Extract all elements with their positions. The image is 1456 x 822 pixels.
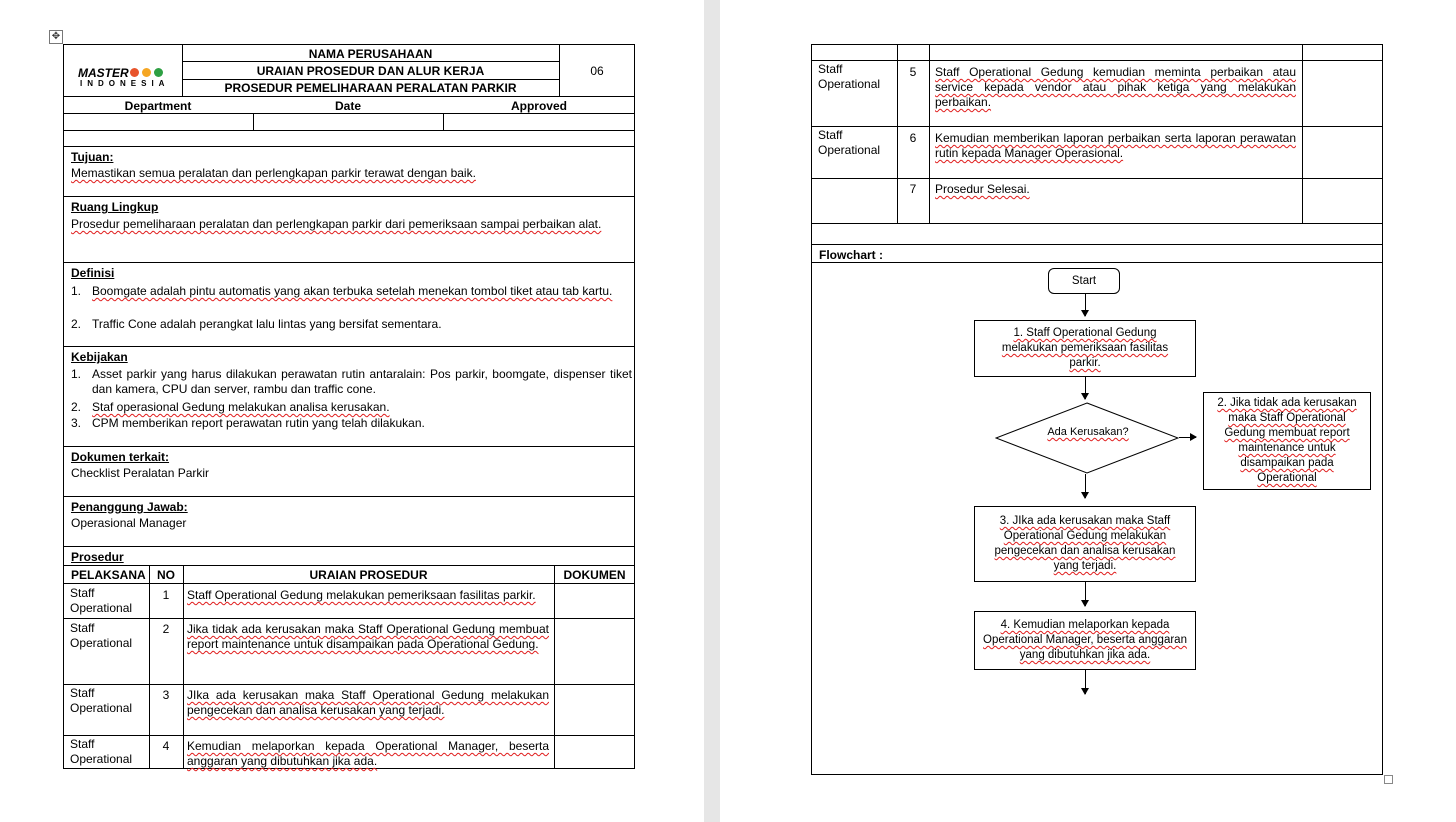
kebijakan-heading: Kebijakan bbox=[71, 350, 128, 364]
table-row-uraian: Staff Operational Gedung kemudian meminta perbaikan atau service kepada vendor atau pihak ketiga yang melakukan perbaikan. bbox=[935, 65, 1296, 109]
table-row-no: 2 bbox=[162, 622, 170, 636]
logo-dot-icon bbox=[142, 68, 151, 77]
flow-arrow-icon bbox=[1085, 294, 1086, 316]
table-row-no: 6 bbox=[909, 131, 917, 145]
column-header: PELAKSANA bbox=[71, 568, 146, 582]
table-row-pelaksana: Staff Operational bbox=[70, 737, 133, 766]
kebijakan-item: Asset parkir yang harus dilakukan perawatan rutin antaralain: Pos parkir, boomgate, dispenser tiket dan kamera, CPU dan server, rambu dan traffic cone. bbox=[92, 367, 632, 396]
table-row-no: 4 bbox=[162, 739, 170, 753]
logo-subtitle: INDONESIA bbox=[80, 79, 170, 88]
table-row-uraian: Kemudian melaporkan kepada Operational Manager, beserta anggaran yang dibutuhkan jika ada. bbox=[187, 739, 549, 768]
flowchart-step-2: 2. Jika tidak ada kerusakan maka Staff Operational Gedung membuat report maintenance untuk disampaikan pada Operational bbox=[1203, 392, 1371, 490]
table-row-pelaksana: Staff Operational bbox=[818, 128, 881, 157]
ruang-lingkup-heading: Ruang Lingkup bbox=[71, 200, 159, 214]
company-name: NAMA PERUSAHAAN bbox=[308, 47, 433, 61]
table-row-uraian: JIka ada kerusakan maka Staff Operational Gedung melakukan pengecekan dan analisa kerusakan yang terjadi. bbox=[187, 688, 549, 717]
prosedur-heading: Prosedur bbox=[71, 550, 124, 564]
kebijakan-item: CPM memberikan report perawatan rutin yang telah dilakukan. bbox=[92, 416, 425, 430]
tujuan-heading: Tujuan: bbox=[71, 150, 114, 164]
document-title: URAIAN PROSEDUR DAN ALUR KERJA bbox=[256, 64, 485, 78]
table-row-no: 7 bbox=[909, 182, 917, 196]
department-header: Department bbox=[124, 99, 192, 113]
table-row-uraian: Jika tidak ada kerusakan maka Staff Operational Gedung membuat report maintenance untuk disampaikan pada Operational Gedung. bbox=[187, 622, 549, 651]
flowchart-heading: Flowchart : bbox=[819, 248, 884, 262]
kebijakan-item: Staf operasional Gedung melakukan analisa kerusakan. bbox=[92, 400, 390, 414]
flow-arrow-icon bbox=[1085, 670, 1086, 694]
logo-dot-icon bbox=[130, 68, 139, 77]
document-number: 06 bbox=[590, 64, 604, 78]
table-row-uraian: Kemudian memberikan laporan perbaikan serta laporan perawatan rutin kepada Manager Operasional. bbox=[935, 131, 1296, 160]
table-row-pelaksana: Staff Operational bbox=[818, 62, 881, 91]
column-header: DOKUMEN bbox=[563, 568, 626, 582]
tujuan-text: Memastikan semua peralatan dan perlengkapan parkir terawat dengan baik. bbox=[71, 166, 476, 180]
ruang-lingkup-text: Prosedur pemeliharaan peralatan dan perlengkapan parkir dari pemeriksaan sampai perbaikan alat. bbox=[71, 217, 602, 231]
table-row-pelaksana: Staff Operational bbox=[70, 586, 133, 615]
table-row-uraian: Staff Operational Gedung melakukan pemeriksaan fasilitas parkir. bbox=[187, 588, 536, 602]
flow-arrow-icon bbox=[1085, 474, 1086, 498]
flow-arrow-icon bbox=[1085, 377, 1086, 399]
definisi-item: Traffic Cone adalah perangkat lalu lintas yang bersifat sementara. bbox=[92, 317, 442, 331]
approved-header: Approved bbox=[510, 99, 567, 113]
column-header: NO bbox=[157, 568, 175, 582]
flowchart-step-3: 3. JIka ada kerusakan maka Staff Operational Gedung melakukan pengecekan dan analisa kerusakan yang terjadi. bbox=[974, 506, 1196, 582]
flowchart-start: Start bbox=[1048, 268, 1120, 294]
logo: MASTER bbox=[78, 66, 129, 80]
page-gutter bbox=[704, 0, 720, 822]
flow-arrow-icon bbox=[1179, 437, 1196, 438]
dokumen-terkait-text: Checklist Peralatan Parkir bbox=[71, 466, 210, 480]
table-row-pelaksana: Staff Operational bbox=[70, 686, 133, 715]
penanggung-jawab-text: Operasional Manager bbox=[71, 516, 187, 530]
table-row-no: 3 bbox=[162, 688, 170, 702]
logo-dot-icon bbox=[154, 68, 163, 77]
flowchart-step-4: 4. Kemudian melaporkan kepada Operational Manager, beserta anggaran yang dibutuhkan jika ada. bbox=[974, 611, 1196, 670]
dokumen-terkait-heading: Dokumen terkait: bbox=[71, 450, 170, 464]
table-resize-handle-icon[interactable] bbox=[1384, 775, 1393, 784]
date-header: Date bbox=[334, 99, 361, 113]
table-row-no: 1 bbox=[162, 588, 170, 602]
penanggung-jawab-heading: Penanggung Jawab: bbox=[71, 500, 188, 514]
flow-arrow-icon bbox=[1085, 582, 1086, 606]
table-row-uraian: Prosedur Selesai. bbox=[935, 182, 1030, 196]
table-move-handle-icon[interactable]: ✥ bbox=[49, 30, 63, 44]
flowchart-step-1: 1. Staff Operational Gedung melakukan pemeriksaan fasilitas parkir. bbox=[974, 320, 1196, 377]
flowchart-decision-label: Ada Kerusakan? bbox=[1047, 426, 1129, 438]
definisi-heading: Definisi bbox=[71, 266, 115, 280]
table-row-no: 5 bbox=[909, 65, 917, 79]
table-row-pelaksana: Staff Operational bbox=[70, 621, 133, 650]
definisi-item: Boomgate adalah pintu automatis yang akan terbuka setelah menekan tombol tiket atau tab kartu. bbox=[92, 284, 613, 298]
column-header: URAIAN PROSEDUR bbox=[309, 568, 428, 582]
procedure-name: PROSEDUR PEMELIHARAAN PERALATAN PARKIR bbox=[224, 81, 517, 95]
